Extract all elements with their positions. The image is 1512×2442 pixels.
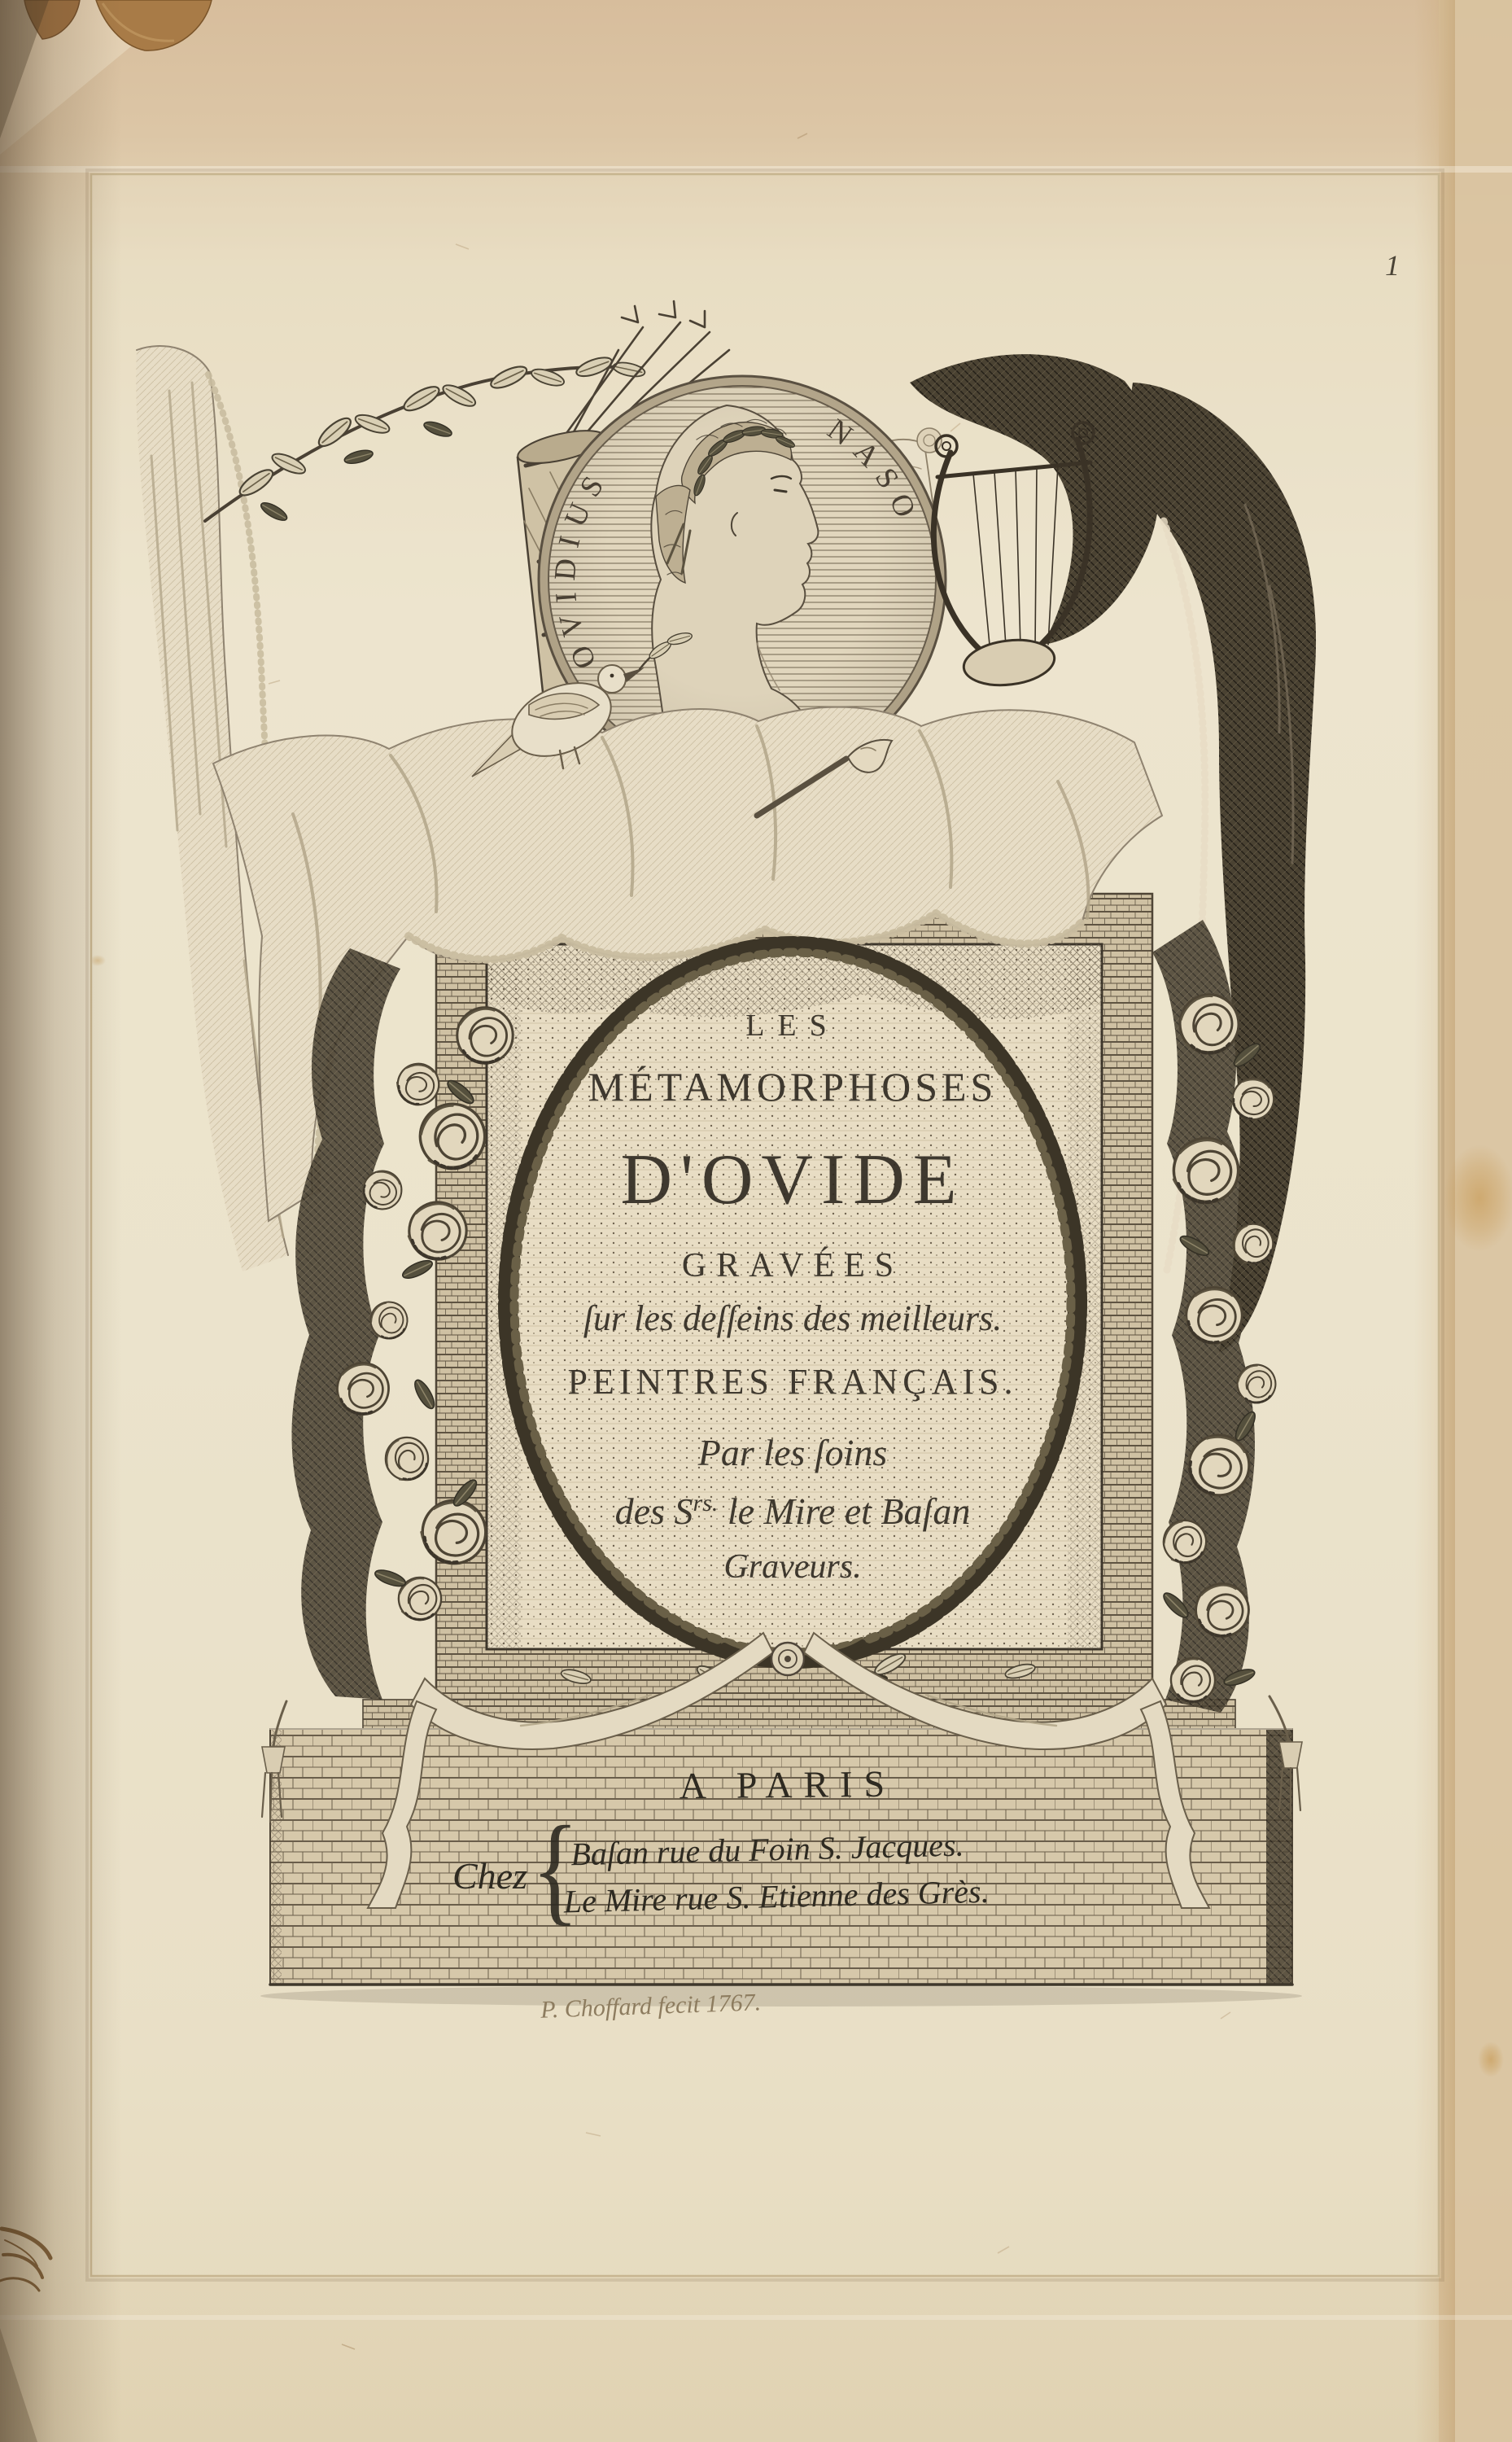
imprint-brace: { xyxy=(531,1801,579,1937)
title-line-les: LES xyxy=(745,1009,840,1043)
lighting-overlay xyxy=(0,0,122,2442)
title-line-graveurs-names: des $S^{rs.}$ le Mire et Baſan xyxy=(614,1490,971,1532)
horizontal-crease-bottom xyxy=(0,2315,1512,2320)
title-line-graveurs: Graveurs. xyxy=(723,1548,862,1586)
engraver-signature: P. Choffard fecit 1767. xyxy=(540,1989,762,2024)
title-line-peintres: PEINTRES FRANÇAIS. xyxy=(567,1362,1018,1402)
foxing-spot xyxy=(1444,1144,1512,1252)
imprint-address-2: Le Mire rue S. Etienne des Grès. xyxy=(563,1872,990,1920)
ribbon-rosette xyxy=(771,1643,804,1675)
imprint-place: A PARIS xyxy=(679,1762,897,1807)
imprint-address-1: Baſan rue du Foin S. Jacques. xyxy=(570,1826,965,1873)
title-line-desseins: ſur les deſſeins des meilleurs. xyxy=(583,1298,1003,1338)
foxing-spot xyxy=(1478,2042,1504,2077)
title-line-dovide: D'OVIDE xyxy=(620,1140,965,1219)
folio-number: 1 xyxy=(1385,249,1400,282)
dove-head xyxy=(598,665,626,693)
title-line-soins: Par les ſoins xyxy=(697,1432,888,1473)
title-line-gravees: GRAVÉES xyxy=(681,1247,904,1284)
imprint-chez: Chez xyxy=(452,1855,527,1897)
title-line-metamorphoses: MÉTAMORPHOSES xyxy=(588,1064,998,1109)
